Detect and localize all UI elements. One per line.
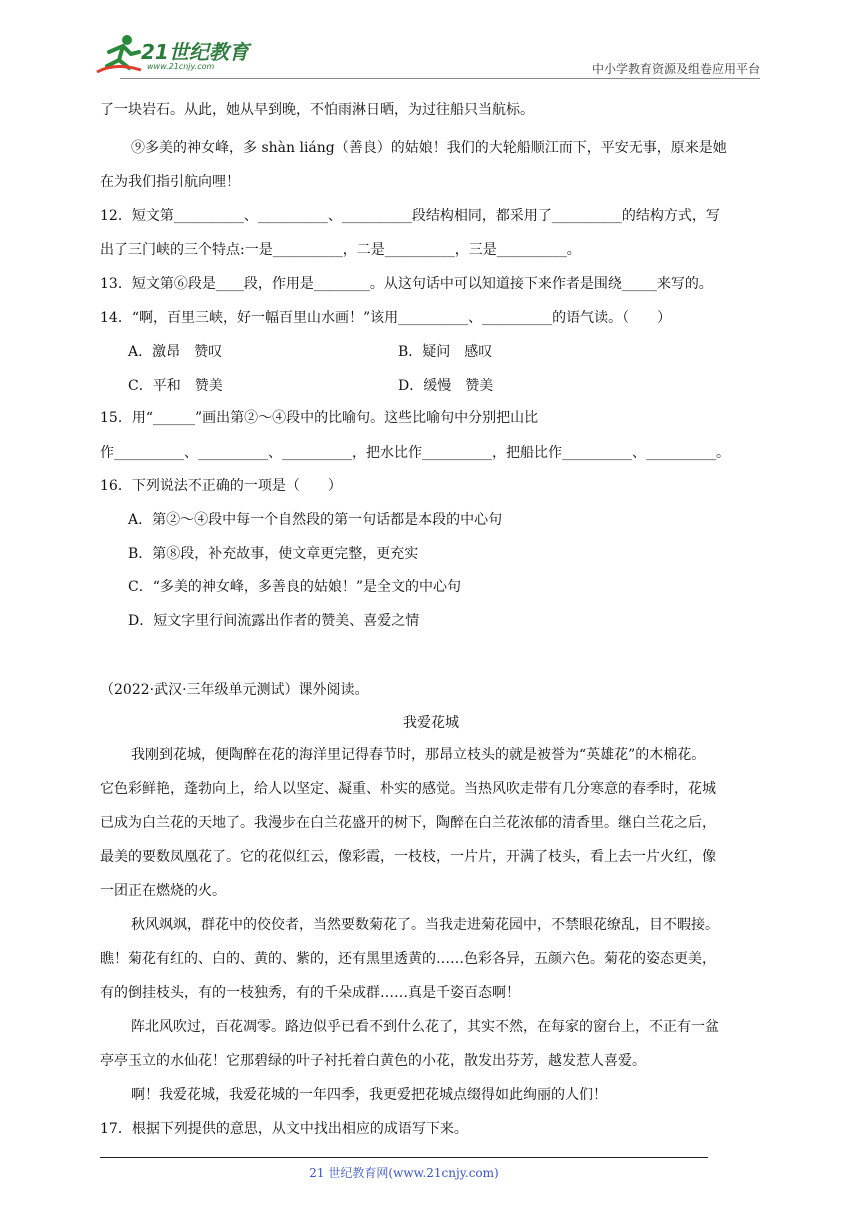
text-line: 了一块岩石。从此，她从早到晚，不怕雨淋日晒，为过往船只当航标。 (100, 102, 534, 118)
footer-link[interactable]: 21 世纪教育网(www.21cnjy.com) (309, 1166, 499, 1180)
question-13: 13．短文第⑥段是____段，作用是________。从这句话中可以知道接下来作者是围绕_____来写的。 (100, 276, 713, 292)
option-d: D．短文字里行间流露出作者的赞美、喜爱之情 (128, 613, 420, 629)
passage-line: 最美的要数凤凰花了。它的花似红云，像彩霞，一枝枝，一片片，开满了枝头，看上去一片火红，像 (100, 849, 716, 865)
passage-line: 它色彩鲜艳，蓬勃向上，给人以坚定、凝重、朴实的感觉。当热风吹走带有几分寒意的春季时，花城 (100, 781, 716, 797)
logo-wordmark: 21世纪教育 (141, 40, 249, 64)
section-heading: （2022·武汉·三年级单元测试）课外阅读。 (100, 682, 369, 698)
passage-title: 我爱花城 (403, 715, 459, 731)
passage-line: 有的倒挂枝头，有的一枝独秀，有的千朵成群……真是千姿百态啊！ (100, 985, 520, 1001)
question-14: 14．“啊，百里三峡，好一幅百里山水画！”该用__________、__________的语气读。（ ） (100, 310, 672, 326)
option-c: C．平和 赞美 (128, 378, 223, 394)
text-line: 在为我们指引航向哩！ (100, 174, 240, 190)
question-16: 16．下列说法不正确的一项是（ ） (100, 478, 342, 494)
option-d: D．缓慢 赞美 (398, 378, 494, 394)
text-line: ⑨多美的神女峰，多 shàn liáng（善良）的姑娘！我们的大轮船顺江而下，平安无事，原来是她 (131, 140, 727, 156)
option-b: B．第⑧段，补充故事，使文章更完整，更充实 (128, 546, 419, 562)
question-12: 12．短文第__________、__________、__________段结构相同，都采用了__________的结构方式，写 (100, 208, 720, 224)
site-logo (95, 32, 270, 76)
passage-line: 一团正在燃烧的火。 (100, 883, 226, 899)
passage-line: 我刚到花城，便陶醉在花的海洋里记得春节时，那昂立枝头的就是被誉为“英雄花”的木棉花。 (131, 747, 706, 763)
runner-logo-icon (95, 32, 143, 76)
question-17: 17．根据下列提供的意思，从文中找出相应的成语写下来。 (100, 1121, 468, 1137)
header-divider (120, 78, 760, 79)
question-15: 15．用“______”画出第②～④段中的比喻句。这些比喻句中分别把山比 (100, 410, 539, 426)
passage-line: 已成为白兰花的天地了。我漫步在白兰花盛开的树下，陶醉在白兰花浓郁的清香里。继白兰花之后， (100, 815, 716, 831)
option-a: A．第②～④段中每一个自然段的第一句话都是本段的中心句 (128, 512, 503, 528)
option-c: C．“多美的神女峰，多善良的姑娘！”是全文的中心句 (128, 579, 462, 595)
passage-line: 秋风飒飒，群花中的佼佼者，当然要数菊花了。当我走进菊花园中，不禁眼花缭乱，目不暇接。 (131, 917, 719, 933)
text-line: 出了三门峡的三个特点:一是__________，二是__________，三是__________。 (100, 242, 581, 258)
option-b: B．疑问 感叹 (398, 344, 493, 360)
passage-line: 阵北风吹过，百花凋零。路边似乎已看不到什么花了，其实不然，在每家的窗台上，不正有一盆 (131, 1019, 719, 1035)
footer-divider (100, 1157, 708, 1158)
passage-line: 瞧！菊花有红的、白的、黄的、紫的，还有黑里透黄的……色彩各异，五颜六色。菊花的姿态更美， (100, 951, 716, 967)
logo-url: www.21cnjy.com (147, 62, 215, 71)
option-a: A．激昂 赞叹 (128, 344, 223, 360)
page-header (95, 32, 760, 80)
text-line: 作__________、__________、__________，把水比作__________，把船比作__________、__________。 (100, 445, 730, 461)
site-tagline: 中小学教育资源及组卷应用平台 (591, 62, 760, 76)
passage-line: 啊！我爱花城，我爱花城的一年四季，我更爱把花城点缀得如此绚丽的人们！ (131, 1087, 607, 1103)
passage-line: 亭亭玉立的水仙花！它那碧绿的叶子衬托着白黄色的小花，散发出芬芳，越发惹人喜爱。 (100, 1053, 646, 1069)
